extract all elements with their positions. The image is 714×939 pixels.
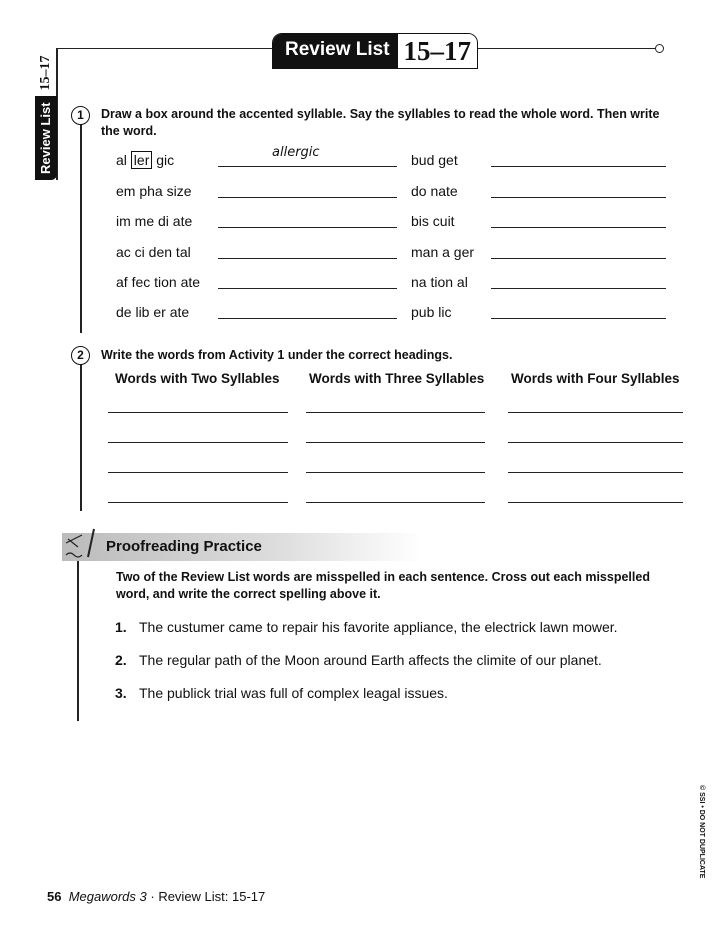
rule-end-circle: [655, 44, 664, 53]
syllables: ac ci den tal: [116, 244, 191, 260]
answer-line[interactable]: [491, 166, 666, 167]
answer-line[interactable]: [306, 412, 485, 413]
answer-line[interactable]: [218, 227, 397, 228]
answer-line[interactable]: [491, 258, 666, 259]
answer-line[interactable]: [508, 412, 683, 413]
syllables: gic: [156, 152, 175, 168]
answer-line[interactable]: [491, 318, 666, 319]
answer-line[interactable]: [108, 502, 288, 503]
proofreading-rule: [77, 561, 79, 721]
sentence-3: [115, 685, 448, 701]
syllable-word: bis cuit: [411, 213, 455, 229]
answer-line[interactable]: [491, 288, 666, 289]
answer-line[interactable]: [306, 472, 485, 473]
answer-line[interactable]: [218, 166, 397, 167]
syllables: al: [116, 152, 127, 168]
side-tab: [35, 45, 57, 180]
heading-two-syllables: Words with Two Syllables: [115, 371, 280, 386]
answer-line[interactable]: [218, 288, 397, 289]
syllables: af fec tion ate: [116, 274, 201, 290]
syllables: de lib er ate: [116, 304, 190, 320]
sentence-text: The regular path of the Moon around Earth affects the climite of our planet.: [139, 652, 602, 668]
pen-icon: [62, 527, 102, 563]
proofreading-instructions: Two of the Review List words are misspelled in each sentence. Cross out each misspelled word, and write the correct spelling above it.: [116, 570, 650, 601]
activity2-rule: [80, 363, 82, 511]
answer-line[interactable]: [108, 442, 288, 443]
syllable-word: na tion al: [411, 274, 468, 290]
footer: 56 Megawords 3 · Review List: 15-17: [47, 889, 266, 904]
activity1-number: 1: [71, 106, 90, 125]
page-title: [272, 33, 478, 69]
answer-line[interactable]: [218, 197, 397, 198]
book-title: Megawords 3: [68, 889, 147, 904]
syllable-word: [116, 152, 174, 168]
syllable-word: [116, 304, 189, 320]
title-number: 15–17: [398, 34, 478, 68]
sentence-text: The publick trial was full of complex leagal issues.: [139, 685, 448, 701]
activity1-rule: [80, 123, 82, 333]
heading-three-syllables: Words with Three Syllables: [309, 371, 485, 386]
answer-line[interactable]: [218, 258, 397, 259]
syllables: em pha size: [116, 183, 192, 199]
activity2-instructions: Write the words from Activity 1 under the correct headings.: [101, 348, 453, 362]
sentence-number: 1.: [115, 619, 127, 635]
heading-four-syllables: Words with Four Syllables: [511, 371, 680, 386]
answer-line[interactable]: [306, 442, 485, 443]
answer-line[interactable]: [491, 197, 666, 198]
title-label: Review List: [273, 34, 398, 68]
sentence-text: The custumer came to repair his favorite appliance, the electrick lawn mower.: [139, 619, 618, 635]
page-number: 56: [47, 889, 62, 904]
answer-line[interactable]: [108, 412, 288, 413]
syllable-word: pub lic: [411, 304, 452, 320]
answer-line[interactable]: [508, 502, 683, 503]
accented-syllable-box: ler: [131, 151, 153, 169]
syllable-word: [116, 183, 191, 199]
answer-line[interactable]: [508, 442, 683, 443]
sentence-number: 3.: [115, 685, 127, 701]
sentence-2: [115, 652, 602, 668]
handwritten-answer: allergic: [272, 145, 320, 160]
answer-line[interactable]: [218, 318, 397, 319]
syllable-word: [116, 213, 192, 229]
syllable-word: [116, 274, 200, 290]
activity1-instructions: Draw a box around the accented syllable. Say the syllables to read the whole word. Then write the word.: [101, 107, 660, 138]
answer-line[interactable]: [306, 502, 485, 503]
answer-line[interactable]: [508, 472, 683, 473]
syllable-word: bud get: [411, 152, 458, 168]
syllables: im me di ate: [116, 213, 193, 229]
syllable-word: [116, 244, 191, 260]
copyright: [693, 785, 705, 895]
footer-section: Review List: 15-17: [158, 889, 266, 904]
side-tab-number: 15–17: [38, 55, 53, 91]
side-tab-label: Review List: [35, 96, 57, 180]
syllable-word: do nate: [411, 183, 458, 199]
copyright-text: © SSI • DO NOT DUPLICATE: [698, 785, 705, 879]
answer-line[interactable]: [108, 472, 288, 473]
activity2-number: 2: [71, 346, 90, 365]
syllable-word: man a ger: [411, 244, 475, 260]
sentence-number: 2.: [115, 652, 127, 668]
sentence-1: [115, 619, 618, 635]
answer-line[interactable]: [491, 227, 666, 228]
proofreading-title: Proofreading Practice: [106, 538, 262, 555]
